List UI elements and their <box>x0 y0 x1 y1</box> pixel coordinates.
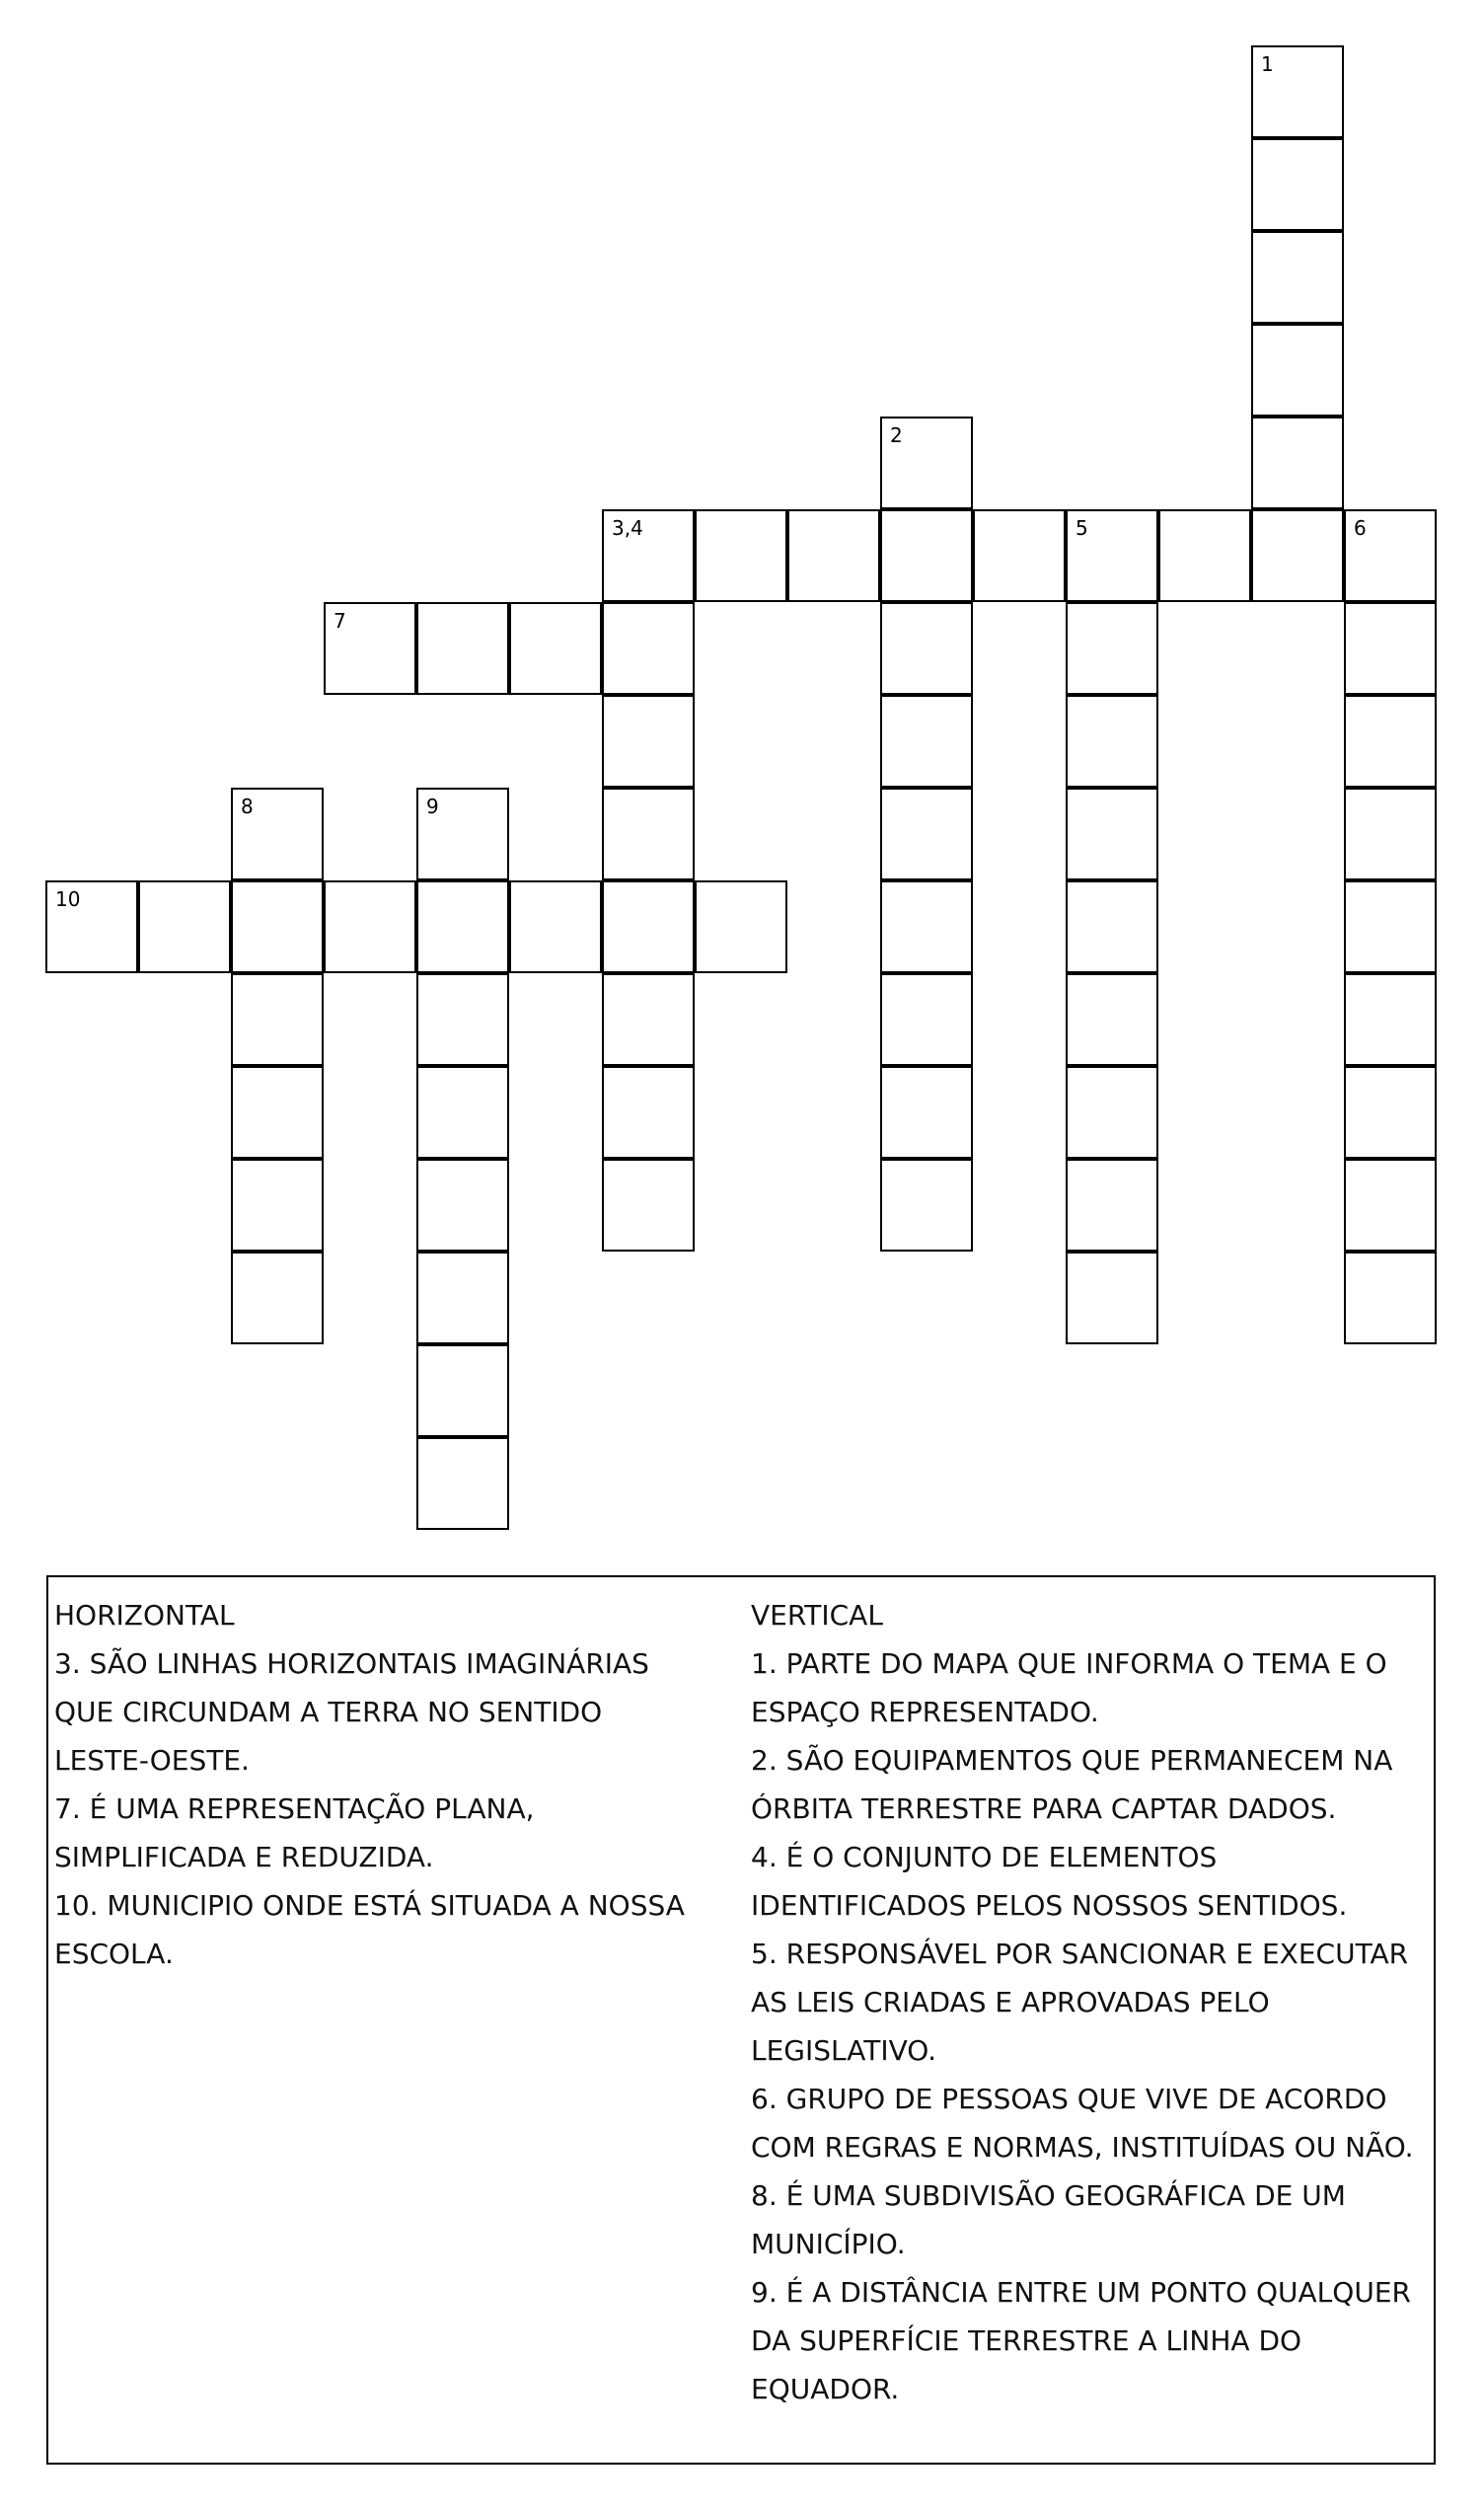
crossword-cell[interactable] <box>416 1437 509 1530</box>
crossword-cell[interactable] <box>416 880 509 973</box>
clue-line: ÓRBITA TERRESTRE PARA CAPTAR DADOS. <box>751 1792 1337 1825</box>
crossword-cell[interactable] <box>602 788 695 880</box>
crossword-cell[interactable] <box>1344 973 1437 1066</box>
crossword-cell[interactable] <box>1158 509 1251 602</box>
clue-number: 7 <box>334 609 346 633</box>
crossword-cell[interactable] <box>1066 1066 1158 1159</box>
clue-number: 3,4 <box>612 516 643 540</box>
crossword-cell[interactable] <box>1066 509 1158 602</box>
clue-line: 3. SÃO LINHAS HORIZONTAIS IMAGINÁRIAS <box>54 1647 649 1680</box>
crossword-cell[interactable] <box>1344 1159 1437 1252</box>
crossword-cell[interactable] <box>1066 788 1158 880</box>
crossword-cell[interactable] <box>231 880 324 973</box>
crossword-cell[interactable] <box>787 509 880 602</box>
clue-number: 5 <box>1076 516 1088 540</box>
crossword-cell[interactable] <box>1251 324 1344 417</box>
crossword-cell[interactable] <box>324 602 416 695</box>
crossword-cell[interactable] <box>1251 417 1344 509</box>
crossword-cell[interactable] <box>1344 602 1437 695</box>
crossword-cell[interactable] <box>880 1159 973 1252</box>
crossword-cell[interactable] <box>1251 45 1344 138</box>
crossword-cell[interactable] <box>602 973 695 1066</box>
crossword-cell[interactable] <box>602 1066 695 1159</box>
crossword-cell[interactable] <box>231 1159 324 1252</box>
crossword-cell[interactable] <box>416 1344 509 1437</box>
crossword-cell[interactable] <box>416 1066 509 1159</box>
clue-line: ESCOLA. <box>54 1938 174 1970</box>
crossword-cell[interactable] <box>509 602 602 695</box>
crossword-cell[interactable] <box>880 417 973 509</box>
clue-line: SIMPLIFICADA E REDUZIDA. <box>54 1841 434 1873</box>
crossword-cell[interactable] <box>509 880 602 973</box>
crossword-cell[interactable] <box>880 788 973 880</box>
clues-box <box>46 1575 1436 2465</box>
crossword-cell[interactable] <box>324 880 416 973</box>
crossword-cell[interactable] <box>880 973 973 1066</box>
crossword-cell[interactable] <box>416 602 509 695</box>
crossword-cell[interactable] <box>880 695 973 788</box>
crossword-cell[interactable] <box>416 973 509 1066</box>
crossword-cell[interactable] <box>1344 880 1437 973</box>
crossword-cell[interactable] <box>416 788 509 880</box>
clue-line: 9. É A DISTÂNCIA ENTRE UM PONTO QUALQUER <box>751 2276 1411 2309</box>
crossword-cell[interactable] <box>880 1066 973 1159</box>
horizontal-clues <box>54 1591 735 1978</box>
clue-line: 5. RESPONSÁVEL POR SANCIONAR E EXECUTAR <box>751 1938 1409 1970</box>
crossword-cell[interactable] <box>45 880 138 973</box>
crossword-cell[interactable] <box>973 509 1066 602</box>
crossword-cell[interactable] <box>231 1252 324 1344</box>
vertical-heading: VERTICAL <box>751 1599 883 1632</box>
crossword-cell[interactable] <box>1251 231 1344 324</box>
clue-line: QUE CIRCUNDAM A TERRA NO SENTIDO <box>54 1696 603 1728</box>
crossword-cell[interactable] <box>602 509 695 602</box>
crossword-cell[interactable] <box>1344 695 1437 788</box>
crossword-cell[interactable] <box>1344 509 1437 602</box>
crossword-cell[interactable] <box>1066 1252 1158 1344</box>
vertical-clues <box>751 1591 1432 2413</box>
crossword-cell[interactable] <box>1344 1252 1437 1344</box>
clue-line: ESPAÇO REPRESENTADO. <box>751 1696 1099 1728</box>
horizontal-heading: HORIZONTAL <box>54 1599 235 1632</box>
clue-line: 4. É O CONJUNTO DE ELEMENTOS <box>751 1841 1218 1873</box>
clue-number: 10 <box>55 887 81 911</box>
clue-number: 8 <box>241 795 254 818</box>
crossword-cell[interactable] <box>1066 973 1158 1066</box>
clue-number: 2 <box>890 423 903 447</box>
clue-line: 6. GRUPO DE PESSOAS QUE VIVE DE ACORDO <box>751 2083 1387 2115</box>
clue-line: EQUADOR. <box>751 2373 900 2405</box>
clue-line: MUNICÍPIO. <box>751 2228 906 2260</box>
crossword-cell[interactable] <box>880 880 973 973</box>
clue-line: LESTE-OESTE. <box>54 1744 250 1777</box>
crossword-cell[interactable] <box>602 695 695 788</box>
crossword-cell[interactable] <box>1251 138 1344 231</box>
crossword-cell[interactable] <box>1344 788 1437 880</box>
clue-line: 2. SÃO EQUIPAMENTOS QUE PERMANECEM NA <box>751 1744 1393 1777</box>
clue-number: 9 <box>426 795 439 818</box>
crossword-cell[interactable] <box>1251 509 1344 602</box>
crossword-cell[interactable] <box>880 509 973 602</box>
crossword-cell[interactable] <box>602 1159 695 1252</box>
crossword-cell[interactable] <box>1066 1159 1158 1252</box>
clue-line: AS LEIS CRIADAS E APROVADAS PELO <box>751 1986 1270 2018</box>
crossword-cell[interactable] <box>231 788 324 880</box>
crossword-cell[interactable] <box>602 602 695 695</box>
crossword-cell[interactable] <box>695 509 787 602</box>
crossword-cell[interactable] <box>1344 1066 1437 1159</box>
crossword-cell[interactable] <box>695 880 787 973</box>
clue-line: 10. MUNICIPIO ONDE ESTÁ SITUADA A NOSSA <box>54 1889 685 1922</box>
clue-number: 6 <box>1354 516 1367 540</box>
crossword-cell[interactable] <box>602 880 695 973</box>
crossword-cell[interactable] <box>416 1252 509 1344</box>
crossword-cell[interactable] <box>1066 880 1158 973</box>
clue-line: 8. É UMA SUBDIVISÃO GEOGRÁFICA DE UM <box>751 2179 1346 2212</box>
clue-line: LEGISLATIVO. <box>751 2034 937 2067</box>
clue-line: 7. É UMA REPRESENTAÇÃO PLANA, <box>54 1792 535 1825</box>
clue-line: 1. PARTE DO MAPA QUE INFORMA O TEMA E O <box>751 1647 1387 1680</box>
crossword-cell[interactable] <box>1066 602 1158 695</box>
clue-line: COM REGRAS E NORMAS, INSTITUÍDAS OU NÃO. <box>751 2131 1414 2164</box>
crossword-cell[interactable] <box>880 602 973 695</box>
crossword-cell[interactable] <box>138 880 231 973</box>
crossword-cell[interactable] <box>231 973 324 1066</box>
crossword-cell[interactable] <box>231 1066 324 1159</box>
crossword-cell[interactable] <box>1066 695 1158 788</box>
crossword-cell[interactable] <box>416 1159 509 1252</box>
clue-line: DA SUPERFÍCIE TERRESTRE A LINHA DO <box>751 2324 1302 2357</box>
clue-number: 1 <box>1261 52 1274 76</box>
clue-line: IDENTIFICADOS PELOS NOSSOS SENTIDOS. <box>751 1889 1348 1922</box>
